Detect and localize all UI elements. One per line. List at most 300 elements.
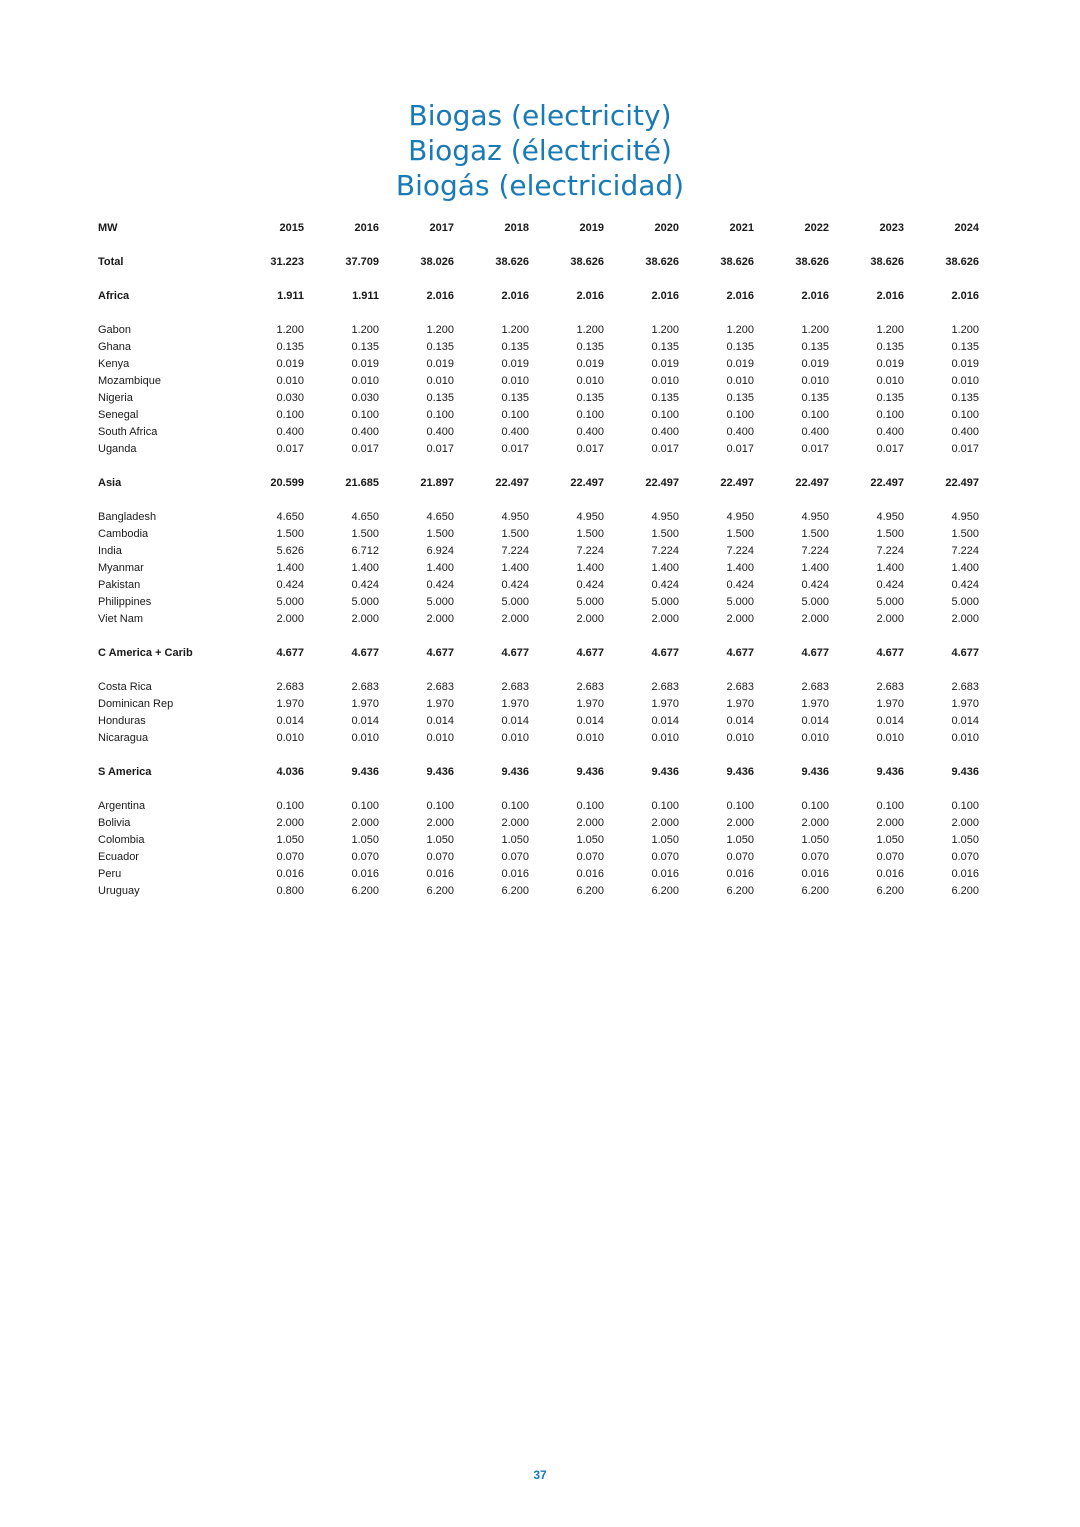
spacer-cell	[98, 305, 979, 322]
value-cell: 1.500	[426, 528, 454, 540]
value-cell: 4.950	[501, 511, 529, 523]
value-cell: 1.500	[351, 528, 379, 540]
value-cell: 0.016	[576, 868, 604, 880]
value-cell: 1.500	[651, 528, 679, 540]
spacer-cell	[98, 237, 979, 254]
value-cell: 0.019	[426, 358, 454, 370]
value-cell: 0.030	[276, 392, 304, 404]
value-cell: 1.050	[726, 834, 754, 846]
value-cell: 4.677	[801, 647, 829, 659]
country-row	[98, 849, 979, 866]
value-cell: 5.000	[351, 596, 379, 608]
value-cell: 0.100	[576, 409, 604, 421]
value-cell: 9.436	[426, 766, 454, 778]
value-cell: 0.014	[651, 715, 679, 727]
value-cell: 5.000	[651, 596, 679, 608]
value-cell: 0.424	[276, 579, 304, 591]
value-cell: 2.683	[801, 681, 829, 693]
value-cell: 0.135	[501, 392, 529, 404]
value-cell: 1.200	[576, 324, 604, 336]
country-row	[98, 832, 979, 849]
value-cell: 6.200	[801, 885, 829, 897]
country-row	[98, 560, 979, 577]
value-cell: 0.135	[951, 392, 979, 404]
value-cell: 38.626	[495, 256, 529, 268]
value-cell: 0.017	[651, 443, 679, 455]
value-cell: 6.200	[951, 885, 979, 897]
country-row	[98, 679, 979, 696]
value-cell: 4.950	[876, 511, 904, 523]
value-cell: 1.200	[726, 324, 754, 336]
value-cell: 0.010	[801, 732, 829, 744]
value-cell: 1.050	[876, 834, 904, 846]
row-label: India	[98, 545, 122, 557]
value-cell: 1.500	[876, 528, 904, 540]
value-cell: 0.014	[876, 715, 904, 727]
value-cell: 0.010	[276, 375, 304, 387]
page-number: 37	[533, 1468, 547, 1482]
country-row	[98, 543, 979, 560]
country-row	[98, 339, 979, 356]
value-cell: 0.014	[501, 715, 529, 727]
spacer-cell	[98, 628, 979, 645]
value-cell: 0.135	[726, 392, 754, 404]
value-cell: 9.436	[951, 766, 979, 778]
value-cell: 0.030	[351, 392, 379, 404]
value-cell: 0.010	[651, 732, 679, 744]
value-cell: 0.070	[726, 851, 754, 863]
value-cell: 0.010	[351, 732, 379, 744]
value-cell: 4.950	[726, 511, 754, 523]
value-cell: 0.017	[576, 443, 604, 455]
value-cell: 1.970	[426, 698, 454, 710]
row-label: South Africa	[98, 426, 158, 438]
value-cell: 0.424	[726, 579, 754, 591]
capacity-table	[98, 220, 979, 900]
value-cell: 1.400	[651, 562, 679, 574]
value-cell: 20.599	[270, 477, 304, 489]
value-cell: 0.100	[351, 409, 379, 421]
value-cell: 0.100	[876, 800, 904, 812]
value-cell: 0.019	[351, 358, 379, 370]
value-cell: 31.223	[270, 256, 304, 268]
value-cell: 0.019	[951, 358, 979, 370]
value-cell: 7.224	[876, 545, 904, 557]
value-cell: 0.424	[951, 579, 979, 591]
row-label: Costa Rica	[98, 681, 152, 693]
value-cell: 2.683	[951, 681, 979, 693]
value-cell: 0.100	[501, 409, 529, 421]
value-cell: 1.970	[801, 698, 829, 710]
spacer-row	[98, 492, 979, 509]
value-cell: 0.010	[501, 732, 529, 744]
value-cell: 1.400	[426, 562, 454, 574]
country-row	[98, 577, 979, 594]
value-cell: 22.497	[570, 477, 604, 489]
value-cell: 4.677	[651, 647, 679, 659]
spacer-cell	[98, 458, 979, 475]
value-cell: 0.016	[801, 868, 829, 880]
value-cell: 1.970	[351, 698, 379, 710]
value-cell: 4.650	[351, 511, 379, 523]
value-cell: 0.019	[801, 358, 829, 370]
value-cell: 1.050	[426, 834, 454, 846]
country-row	[98, 815, 979, 832]
value-cell: 0.017	[426, 443, 454, 455]
value-cell: 0.135	[801, 341, 829, 353]
year-header: 2020	[654, 222, 679, 234]
value-cell: 6.200	[351, 885, 379, 897]
spacer-row	[98, 747, 979, 764]
value-cell: 2.000	[651, 613, 679, 625]
value-cell: 2.000	[276, 817, 304, 829]
value-cell: 0.010	[276, 732, 304, 744]
value-cell: 2.000	[426, 613, 454, 625]
value-cell: 0.014	[726, 715, 754, 727]
value-cell: 0.400	[276, 426, 304, 438]
value-cell: 2.683	[651, 681, 679, 693]
header-row	[98, 220, 979, 237]
value-cell: 0.100	[426, 409, 454, 421]
value-cell: 38.626	[945, 256, 979, 268]
unit-label: MW	[98, 222, 118, 234]
row-label: Ghana	[98, 341, 132, 353]
region-row	[98, 764, 979, 781]
year-header: 2018	[504, 222, 529, 234]
value-cell: 1.200	[426, 324, 454, 336]
value-cell: 0.135	[426, 341, 454, 353]
value-cell: 7.224	[576, 545, 604, 557]
value-cell: 1.200	[651, 324, 679, 336]
value-cell: 2.000	[876, 817, 904, 829]
value-cell: 1.050	[351, 834, 379, 846]
country-row	[98, 373, 979, 390]
value-cell: 22.497	[795, 477, 829, 489]
value-cell: 2.016	[726, 290, 754, 302]
value-cell: 0.135	[651, 392, 679, 404]
value-cell: 0.135	[501, 341, 529, 353]
value-cell: 0.016	[651, 868, 679, 880]
value-cell: 0.135	[801, 392, 829, 404]
value-cell: 0.100	[951, 409, 979, 421]
value-cell: 38.626	[645, 256, 679, 268]
value-cell: 0.010	[951, 375, 979, 387]
value-cell: 0.016	[726, 868, 754, 880]
value-cell: 1.400	[726, 562, 754, 574]
value-cell: 0.070	[276, 851, 304, 863]
value-cell: 21.897	[420, 477, 454, 489]
value-cell: 2.000	[501, 613, 529, 625]
value-cell: 0.400	[651, 426, 679, 438]
value-cell: 2.683	[276, 681, 304, 693]
country-row	[98, 594, 979, 611]
value-cell: 4.677	[276, 647, 304, 659]
value-cell: 0.014	[276, 715, 304, 727]
value-cell: 1.911	[352, 290, 379, 302]
year-header: 2022	[804, 222, 829, 234]
value-cell: 2.000	[351, 613, 379, 625]
value-cell: 0.010	[876, 375, 904, 387]
value-cell: 0.070	[501, 851, 529, 863]
value-cell: 2.016	[951, 290, 979, 302]
value-cell: 4.950	[801, 511, 829, 523]
row-label: Nigeria	[98, 392, 133, 404]
value-cell: 4.650	[426, 511, 454, 523]
value-cell: 0.017	[801, 443, 829, 455]
country-row	[98, 696, 979, 713]
value-cell: 1.500	[951, 528, 979, 540]
value-cell: 2.016	[501, 290, 529, 302]
value-cell: 0.100	[801, 409, 829, 421]
row-label: Myanmar	[98, 562, 144, 574]
country-row	[98, 611, 979, 628]
value-cell: 9.436	[576, 766, 604, 778]
value-cell: 0.424	[351, 579, 379, 591]
value-cell: 22.497	[720, 477, 754, 489]
value-cell: 6.200	[426, 885, 454, 897]
value-cell: 1.400	[801, 562, 829, 574]
value-cell: 0.100	[276, 800, 304, 812]
value-cell: 1.200	[951, 324, 979, 336]
value-cell: 38.026	[420, 256, 454, 268]
row-label: Mozambique	[98, 375, 161, 387]
value-cell: 2.000	[801, 817, 829, 829]
value-cell: 7.224	[726, 545, 754, 557]
value-cell: 1.970	[651, 698, 679, 710]
value-cell: 7.224	[501, 545, 529, 557]
value-cell: 0.400	[576, 426, 604, 438]
value-cell: 4.950	[951, 511, 979, 523]
country-row	[98, 441, 979, 458]
value-cell: 0.070	[651, 851, 679, 863]
value-cell: 9.436	[876, 766, 904, 778]
value-cell: 0.010	[801, 375, 829, 387]
value-cell: 0.019	[726, 358, 754, 370]
value-cell: 5.000	[876, 596, 904, 608]
value-cell: 0.010	[576, 732, 604, 744]
value-cell: 1.200	[501, 324, 529, 336]
value-cell: 1.050	[576, 834, 604, 846]
year-header: 2024	[954, 222, 979, 234]
value-cell: 2.683	[876, 681, 904, 693]
value-cell: 0.100	[351, 800, 379, 812]
value-cell: 0.017	[501, 443, 529, 455]
row-label: C America + Carib	[98, 647, 193, 659]
value-cell: 0.019	[876, 358, 904, 370]
value-cell: 2.000	[951, 613, 979, 625]
value-cell: 4.677	[951, 647, 979, 659]
value-cell: 0.400	[801, 426, 829, 438]
row-label: Kenya	[98, 358, 130, 370]
value-cell: 1.970	[951, 698, 979, 710]
value-cell: 2.016	[576, 290, 604, 302]
value-cell: 4.677	[426, 647, 454, 659]
country-row	[98, 798, 979, 815]
value-cell: 0.135	[576, 392, 604, 404]
row-label: Total	[98, 256, 124, 268]
value-cell: 2.000	[801, 613, 829, 625]
value-cell: 1.200	[276, 324, 304, 336]
value-cell: 2.016	[651, 290, 679, 302]
value-cell: 0.016	[501, 868, 529, 880]
value-cell: 0.019	[576, 358, 604, 370]
value-cell: 0.135	[876, 341, 904, 353]
value-cell: 0.014	[801, 715, 829, 727]
value-cell: 2.000	[351, 817, 379, 829]
value-cell: 4.677	[576, 647, 604, 659]
value-cell: 0.100	[276, 409, 304, 421]
row-label: Nicaragua	[98, 732, 149, 744]
region-row	[98, 288, 979, 305]
value-cell: 9.436	[651, 766, 679, 778]
value-cell: 0.010	[426, 732, 454, 744]
country-row	[98, 356, 979, 373]
value-cell: 1.400	[351, 562, 379, 574]
row-label: Bolivia	[98, 817, 131, 829]
value-cell: 2.016	[876, 290, 904, 302]
year-header: 2019	[579, 222, 604, 234]
value-cell: 0.400	[951, 426, 979, 438]
value-cell: 6.200	[726, 885, 754, 897]
value-cell: 0.135	[726, 341, 754, 353]
value-cell: 0.017	[726, 443, 754, 455]
value-cell: 2.000	[726, 613, 754, 625]
value-cell: 4.036	[276, 766, 304, 778]
value-cell: 0.019	[651, 358, 679, 370]
value-cell: 38.626	[870, 256, 904, 268]
spacer-row	[98, 781, 979, 798]
value-cell: 0.100	[651, 800, 679, 812]
value-cell: 38.626	[720, 256, 754, 268]
row-label: Argentina	[98, 800, 146, 812]
value-cell: 1.400	[876, 562, 904, 574]
value-cell: 0.070	[876, 851, 904, 863]
value-cell: 2.683	[726, 681, 754, 693]
spacer-cell	[98, 662, 979, 679]
value-cell: 6.200	[501, 885, 529, 897]
value-cell: 2.000	[426, 817, 454, 829]
year-header: 2017	[429, 222, 454, 234]
value-cell: 0.010	[351, 375, 379, 387]
value-cell: 6.924	[426, 545, 454, 557]
value-cell: 2.000	[576, 613, 604, 625]
row-label: Ecuador	[98, 851, 139, 863]
value-cell: 2.000	[276, 613, 304, 625]
value-cell: 22.497	[870, 477, 904, 489]
value-cell: 2.016	[801, 290, 829, 302]
value-cell: 0.135	[651, 341, 679, 353]
value-cell: 5.000	[426, 596, 454, 608]
country-row	[98, 730, 979, 747]
row-label: Honduras	[98, 715, 146, 727]
value-cell: 1.050	[951, 834, 979, 846]
value-cell: 5.000	[501, 596, 529, 608]
value-cell: 1.500	[576, 528, 604, 540]
spacer-cell	[98, 271, 979, 288]
value-cell: 38.626	[570, 256, 604, 268]
value-cell: 6.200	[576, 885, 604, 897]
value-cell: 1.970	[876, 698, 904, 710]
value-cell: 2.683	[351, 681, 379, 693]
row-label: Colombia	[98, 834, 145, 846]
value-cell: 21.685	[345, 477, 379, 489]
value-cell: 2.000	[576, 817, 604, 829]
row-label: Bangladesh	[98, 511, 157, 523]
row-label: Philippines	[98, 596, 152, 608]
year-header: 2016	[354, 222, 379, 234]
value-cell: 0.400	[426, 426, 454, 438]
value-cell: 2.000	[876, 613, 904, 625]
value-cell: 7.224	[951, 545, 979, 557]
country-row	[98, 322, 979, 339]
value-cell: 1.050	[651, 834, 679, 846]
spacer-row	[98, 271, 979, 288]
spacer-row	[98, 305, 979, 322]
value-cell: 1.500	[501, 528, 529, 540]
value-cell: 5.000	[576, 596, 604, 608]
value-cell: 6.712	[351, 545, 379, 557]
value-cell: 4.950	[651, 511, 679, 523]
value-cell: 0.100	[576, 800, 604, 812]
value-cell: 1.400	[576, 562, 604, 574]
value-cell: 0.019	[501, 358, 529, 370]
row-label: Gabon	[98, 324, 132, 336]
year-header: 2023	[879, 222, 904, 234]
value-cell: 1.970	[276, 698, 304, 710]
value-cell: 1.911	[277, 290, 304, 302]
value-cell: 0.424	[801, 579, 829, 591]
value-cell: 37.709	[345, 256, 379, 268]
value-cell: 0.424	[426, 579, 454, 591]
spacer-cell	[98, 492, 979, 509]
value-cell: 0.100	[651, 409, 679, 421]
country-row	[98, 526, 979, 543]
value-cell: 0.135	[876, 392, 904, 404]
total-row	[98, 254, 979, 271]
value-cell: 4.677	[501, 647, 529, 659]
value-cell: 5.000	[276, 596, 304, 608]
value-cell: 1.400	[276, 562, 304, 574]
value-cell: 0.017	[876, 443, 904, 455]
country-row	[98, 424, 979, 441]
value-cell: 7.224	[651, 545, 679, 557]
year-header: 2015	[279, 222, 304, 234]
value-cell: 7.224	[801, 545, 829, 557]
value-cell: 0.070	[426, 851, 454, 863]
value-cell: 0.400	[876, 426, 904, 438]
value-cell: 2.000	[501, 817, 529, 829]
row-label: Asia	[98, 477, 122, 489]
spacer-row	[98, 237, 979, 254]
value-cell: 0.424	[576, 579, 604, 591]
value-cell: 0.016	[351, 868, 379, 880]
value-cell: 9.436	[726, 766, 754, 778]
value-cell: 4.950	[576, 511, 604, 523]
value-cell: 0.019	[276, 358, 304, 370]
value-cell: 2.683	[501, 681, 529, 693]
value-cell: 2.000	[726, 817, 754, 829]
value-cell: 5.000	[801, 596, 829, 608]
value-cell: 0.400	[501, 426, 529, 438]
region-row	[98, 645, 979, 662]
value-cell: 0.070	[951, 851, 979, 863]
value-cell: 0.135	[426, 392, 454, 404]
value-cell: 0.135	[576, 341, 604, 353]
value-cell: 1.200	[801, 324, 829, 336]
value-cell: 5.626	[276, 545, 304, 557]
value-cell: 0.017	[276, 443, 304, 455]
value-cell: 4.650	[276, 511, 304, 523]
